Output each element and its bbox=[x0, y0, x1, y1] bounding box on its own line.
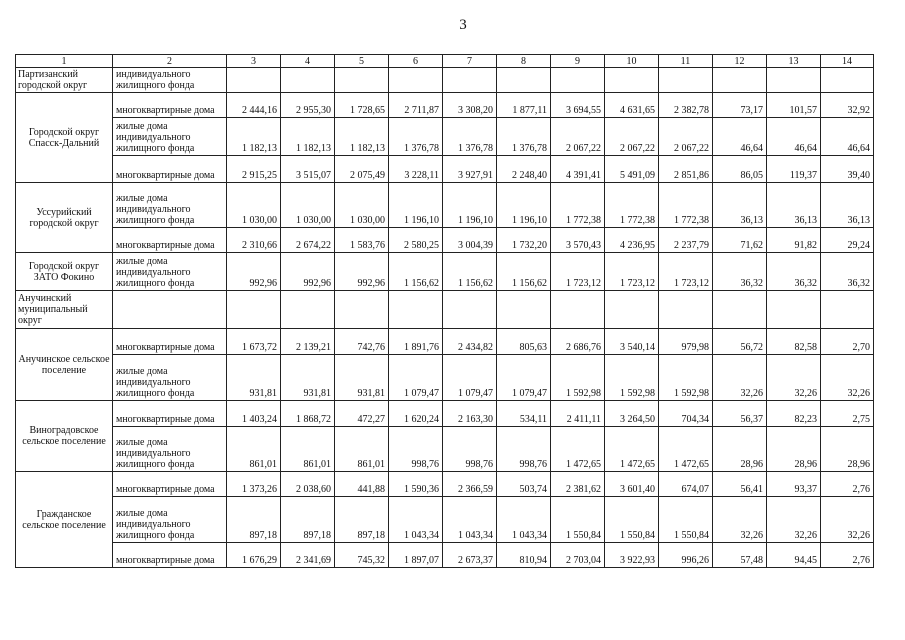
municipality-cell: Анучинский муниципальный округ bbox=[16, 291, 113, 329]
value-cell: 1 583,76 bbox=[335, 228, 389, 253]
value-cell: 805,63 bbox=[497, 329, 551, 355]
value-cell: 71,62 bbox=[713, 228, 767, 253]
value-cell: 46,64 bbox=[821, 118, 874, 156]
value-cell: 1 376,78 bbox=[497, 118, 551, 156]
value-cell: 1 897,07 bbox=[389, 543, 443, 568]
housing-type-cell: многоквартирные дома bbox=[113, 93, 227, 118]
value-cell: 1 376,78 bbox=[443, 118, 497, 156]
value-cell: 2 341,69 bbox=[281, 543, 335, 568]
value-cell: 1 772,38 bbox=[605, 183, 659, 228]
value-cell: 674,07 bbox=[659, 472, 713, 497]
value-cell: 56,41 bbox=[713, 472, 767, 497]
value-cell: 3 570,43 bbox=[551, 228, 605, 253]
municipality-cell: Анучинское сельское поселение bbox=[16, 329, 113, 401]
value-cell: 4 391,41 bbox=[551, 156, 605, 183]
value-cell: 3 228,11 bbox=[389, 156, 443, 183]
value-cell: 32,26 bbox=[821, 497, 874, 543]
value-cell: 1 030,00 bbox=[281, 183, 335, 228]
municipality-cell: Виноградовское сельское поселение bbox=[16, 401, 113, 472]
value-cell: 2 248,40 bbox=[497, 156, 551, 183]
value-cell: 1 877,11 bbox=[497, 93, 551, 118]
value-cell: 2,76 bbox=[821, 472, 874, 497]
value-cell: 82,58 bbox=[767, 329, 821, 355]
value-cell: 992,96 bbox=[335, 253, 389, 291]
col-header: 13 bbox=[767, 55, 821, 68]
municipality-cell: Городской округ Спасск-Дальний bbox=[16, 93, 113, 183]
value-cell: 93,37 bbox=[767, 472, 821, 497]
value-cell: 2 366,59 bbox=[443, 472, 497, 497]
table-row bbox=[16, 118, 874, 156]
housing-type-cell: жилые дома индивидуального жилищного фонда bbox=[113, 183, 227, 228]
value-cell: 1 182,13 bbox=[335, 118, 389, 156]
value-cell: 742,76 bbox=[335, 329, 389, 355]
value-cell: 1 592,98 bbox=[551, 355, 605, 401]
value-cell: 931,81 bbox=[227, 355, 281, 401]
value-cell: 4 236,95 bbox=[605, 228, 659, 253]
value-cell: 32,92 bbox=[821, 93, 874, 118]
value-cell: 1 030,00 bbox=[335, 183, 389, 228]
value-cell: 2 703,04 bbox=[551, 543, 605, 568]
value-cell: 91,82 bbox=[767, 228, 821, 253]
value-cell: 3 264,50 bbox=[605, 401, 659, 427]
table-row bbox=[16, 497, 874, 543]
value-cell: 82,23 bbox=[767, 401, 821, 427]
value-cell: 56,72 bbox=[713, 329, 767, 355]
value-cell: 1 043,34 bbox=[443, 497, 497, 543]
value-cell: 3 694,55 bbox=[551, 93, 605, 118]
value-cell: 36,13 bbox=[713, 183, 767, 228]
value-cell: 32,26 bbox=[713, 497, 767, 543]
value-cell: 861,01 bbox=[335, 427, 389, 472]
value-cell: 28,96 bbox=[767, 427, 821, 472]
table-row bbox=[16, 156, 874, 183]
value-cell: 1 043,34 bbox=[389, 497, 443, 543]
value-cell: 1 550,84 bbox=[605, 497, 659, 543]
table-row bbox=[16, 401, 874, 427]
col-header: 7 bbox=[443, 55, 497, 68]
value-cell: 28,96 bbox=[713, 427, 767, 472]
value-cell: 2 237,79 bbox=[659, 228, 713, 253]
value-cell: 979,98 bbox=[659, 329, 713, 355]
value-cell: 1 891,76 bbox=[389, 329, 443, 355]
value-cell: 2 686,76 bbox=[551, 329, 605, 355]
housing-type-cell: многоквартирные дома bbox=[113, 401, 227, 427]
housing-type-cell: индивидуального жилищного фонда bbox=[113, 68, 227, 93]
col-header: 5 bbox=[335, 55, 389, 68]
municipality-cell: Уссурийский городской округ bbox=[16, 183, 113, 253]
value-cell: 1 472,65 bbox=[605, 427, 659, 472]
value-cell: 2 163,30 bbox=[443, 401, 497, 427]
municipality-cell: Гражданское сельское поселение bbox=[16, 472, 113, 568]
value-cell: 1 620,24 bbox=[389, 401, 443, 427]
value-cell: 2 067,22 bbox=[605, 118, 659, 156]
value-cell: 861,01 bbox=[281, 427, 335, 472]
value-cell: 32,26 bbox=[821, 355, 874, 401]
value-cell: 3 601,40 bbox=[605, 472, 659, 497]
value-cell: 39,40 bbox=[821, 156, 874, 183]
value-cell: 1 472,65 bbox=[659, 427, 713, 472]
table-row bbox=[16, 329, 874, 355]
value-cell: 861,01 bbox=[227, 427, 281, 472]
value-cell: 1 592,98 bbox=[659, 355, 713, 401]
value-cell: 745,32 bbox=[335, 543, 389, 568]
value-cell: 2 139,21 bbox=[281, 329, 335, 355]
value-cell: 2 434,82 bbox=[443, 329, 497, 355]
value-cell: 2,76 bbox=[821, 543, 874, 568]
value-cell: 931,81 bbox=[335, 355, 389, 401]
value-cell: 897,18 bbox=[335, 497, 389, 543]
value-cell: 3 308,20 bbox=[443, 93, 497, 118]
value-cell: 28,96 bbox=[821, 427, 874, 472]
col-header: 14 bbox=[821, 55, 874, 68]
housing-type-cell: жилые дома индивидуального жилищного фонда bbox=[113, 355, 227, 401]
value-cell: 897,18 bbox=[281, 497, 335, 543]
value-cell: 1 156,62 bbox=[389, 253, 443, 291]
table-row bbox=[16, 228, 874, 253]
value-cell: 1 376,78 bbox=[389, 118, 443, 156]
value-cell: 36,13 bbox=[821, 183, 874, 228]
value-cell: 2 674,22 bbox=[281, 228, 335, 253]
housing-type-cell: жилые дома индивидуального жилищного фонда bbox=[113, 497, 227, 543]
value-cell: 992,96 bbox=[281, 253, 335, 291]
value-cell: 3 922,93 bbox=[605, 543, 659, 568]
value-cell: 2 075,49 bbox=[335, 156, 389, 183]
value-cell: 1 156,62 bbox=[497, 253, 551, 291]
value-cell: 36,32 bbox=[713, 253, 767, 291]
value-cell: 2 381,62 bbox=[551, 472, 605, 497]
table-row bbox=[16, 68, 874, 93]
value-cell: 2,75 bbox=[821, 401, 874, 427]
value-cell: 704,34 bbox=[659, 401, 713, 427]
value-cell: 94,45 bbox=[767, 543, 821, 568]
value-cell: 1 550,84 bbox=[659, 497, 713, 543]
col-header: 4 bbox=[281, 55, 335, 68]
table-row bbox=[16, 543, 874, 568]
value-cell: 1 676,29 bbox=[227, 543, 281, 568]
value-cell: 897,18 bbox=[227, 497, 281, 543]
value-cell: 32,26 bbox=[767, 355, 821, 401]
value-cell: 1 732,20 bbox=[497, 228, 551, 253]
value-cell: 1 079,47 bbox=[443, 355, 497, 401]
value-cell: 2 673,37 bbox=[443, 543, 497, 568]
value-cell: 1 030,00 bbox=[227, 183, 281, 228]
value-cell: 1 673,72 bbox=[227, 329, 281, 355]
value-cell: 992,96 bbox=[227, 253, 281, 291]
value-cell: 5 491,09 bbox=[605, 156, 659, 183]
value-cell: 534,11 bbox=[497, 401, 551, 427]
value-cell: 1 590,36 bbox=[389, 472, 443, 497]
value-cell: 86,05 bbox=[713, 156, 767, 183]
value-cell: 1 196,10 bbox=[389, 183, 443, 228]
value-cell: 2 711,87 bbox=[389, 93, 443, 118]
tariff-table bbox=[15, 54, 874, 568]
value-cell: 4 631,65 bbox=[605, 93, 659, 118]
housing-type-cell: многоквартирные дома bbox=[113, 472, 227, 497]
value-cell: 998,76 bbox=[497, 427, 551, 472]
column-number-row bbox=[16, 55, 874, 68]
housing-type-cell: многоквартирные дома bbox=[113, 156, 227, 183]
page-number: 3 bbox=[459, 17, 467, 33]
value-cell: 73,17 bbox=[713, 93, 767, 118]
value-cell: 36,32 bbox=[821, 253, 874, 291]
value-cell: 57,48 bbox=[713, 543, 767, 568]
col-header: 2 bbox=[113, 55, 227, 68]
value-cell: 1 472,65 bbox=[551, 427, 605, 472]
municipality-cell: Городской округ ЗАТО Фокино bbox=[16, 253, 113, 291]
value-cell: 36,13 bbox=[767, 183, 821, 228]
value-cell: 2 851,86 bbox=[659, 156, 713, 183]
value-cell: 2 310,66 bbox=[227, 228, 281, 253]
value-cell: 1 592,98 bbox=[605, 355, 659, 401]
value-cell: 1 373,26 bbox=[227, 472, 281, 497]
col-header: 9 bbox=[551, 55, 605, 68]
col-header: 10 bbox=[605, 55, 659, 68]
value-cell: 1 728,65 bbox=[335, 93, 389, 118]
housing-type-cell: многоквартирные дома bbox=[113, 228, 227, 253]
value-cell: 1 196,10 bbox=[443, 183, 497, 228]
value-cell: 46,64 bbox=[713, 118, 767, 156]
table-row bbox=[16, 183, 874, 228]
value-cell: 1 550,84 bbox=[551, 497, 605, 543]
value-cell: 46,64 bbox=[767, 118, 821, 156]
value-cell: 810,94 bbox=[497, 543, 551, 568]
value-cell: 2 580,25 bbox=[389, 228, 443, 253]
value-cell: 998,76 bbox=[389, 427, 443, 472]
value-cell: 3 515,07 bbox=[281, 156, 335, 183]
value-cell: 1 196,10 bbox=[497, 183, 551, 228]
value-cell: 2 067,22 bbox=[551, 118, 605, 156]
value-cell: 1 079,47 bbox=[389, 355, 443, 401]
value-cell: 2 038,60 bbox=[281, 472, 335, 497]
value-cell: 1 723,12 bbox=[659, 253, 713, 291]
housing-type-cell: многоквартирные дома bbox=[113, 543, 227, 568]
value-cell: 503,74 bbox=[497, 472, 551, 497]
table-row bbox=[16, 291, 874, 329]
col-header: 11 bbox=[659, 55, 713, 68]
housing-type-cell: жилые дома индивидуального жилищного фонда bbox=[113, 118, 227, 156]
value-cell: 32,26 bbox=[713, 355, 767, 401]
value-cell: 3 004,39 bbox=[443, 228, 497, 253]
col-header: 12 bbox=[713, 55, 767, 68]
value-cell: 3 540,14 bbox=[605, 329, 659, 355]
value-cell: 998,76 bbox=[443, 427, 497, 472]
value-cell: 996,26 bbox=[659, 543, 713, 568]
col-header: 6 bbox=[389, 55, 443, 68]
municipality-cell: Партизанский городской округ bbox=[16, 68, 113, 93]
value-cell: 2 444,16 bbox=[227, 93, 281, 118]
table-row bbox=[16, 472, 874, 497]
table-row bbox=[16, 93, 874, 118]
col-header: 8 bbox=[497, 55, 551, 68]
housing-type-cell: жилые дома индивидуального жилищного фонда bbox=[113, 253, 227, 291]
value-cell: 3 927,91 bbox=[443, 156, 497, 183]
value-cell: 1 182,13 bbox=[227, 118, 281, 156]
value-cell: 29,24 bbox=[821, 228, 874, 253]
housing-type-cell: жилые дома индивидуального жилищного фонда bbox=[113, 427, 227, 472]
value-cell: 1 772,38 bbox=[551, 183, 605, 228]
housing-type-cell: многоквартирные дома bbox=[113, 329, 227, 355]
value-cell: 1 868,72 bbox=[281, 401, 335, 427]
table-row bbox=[16, 427, 874, 472]
col-header: 3 bbox=[227, 55, 281, 68]
value-cell: 101,57 bbox=[767, 93, 821, 118]
value-cell: 2 955,30 bbox=[281, 93, 335, 118]
table-row bbox=[16, 355, 874, 401]
value-cell: 1 403,24 bbox=[227, 401, 281, 427]
value-cell: 1 723,12 bbox=[605, 253, 659, 291]
value-cell: 1 182,13 bbox=[281, 118, 335, 156]
value-cell: 1 723,12 bbox=[551, 253, 605, 291]
value-cell: 2,70 bbox=[821, 329, 874, 355]
value-cell: 1 043,34 bbox=[497, 497, 551, 543]
value-cell: 2 411,11 bbox=[551, 401, 605, 427]
value-cell: 2 915,25 bbox=[227, 156, 281, 183]
value-cell: 36,32 bbox=[767, 253, 821, 291]
value-cell: 1 772,38 bbox=[659, 183, 713, 228]
value-cell: 472,27 bbox=[335, 401, 389, 427]
value-cell: 931,81 bbox=[281, 355, 335, 401]
col-header: 1 bbox=[16, 55, 113, 68]
value-cell: 32,26 bbox=[767, 497, 821, 543]
value-cell: 441,88 bbox=[335, 472, 389, 497]
value-cell: 56,37 bbox=[713, 401, 767, 427]
value-cell: 1 156,62 bbox=[443, 253, 497, 291]
value-cell: 119,37 bbox=[767, 156, 821, 183]
value-cell: 1 079,47 bbox=[497, 355, 551, 401]
table-row bbox=[16, 253, 874, 291]
value-cell: 2 382,78 bbox=[659, 93, 713, 118]
value-cell: 2 067,22 bbox=[659, 118, 713, 156]
